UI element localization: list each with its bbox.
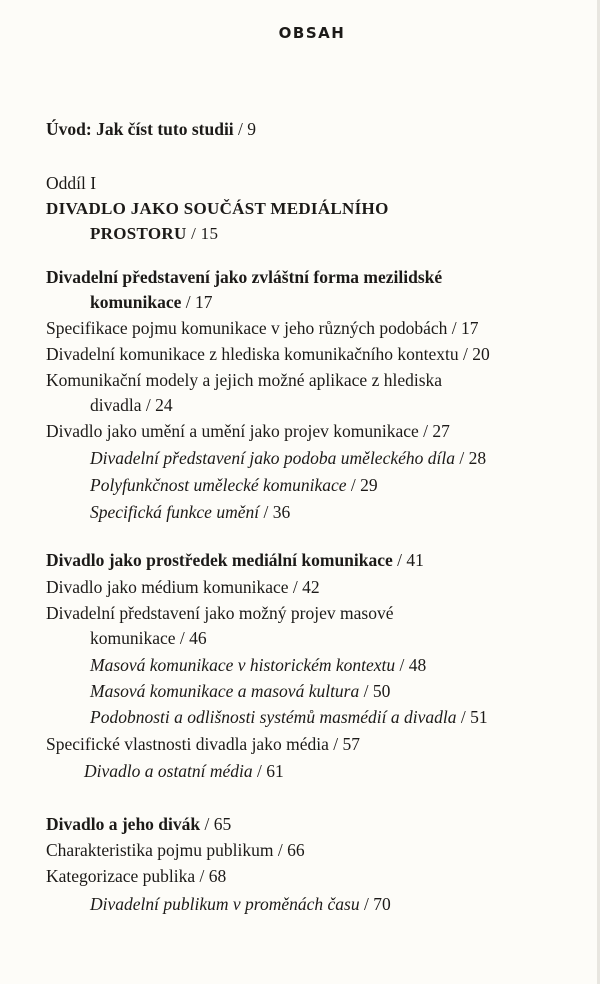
page-number: / 41 bbox=[392, 550, 424, 570]
page-number: / 28 bbox=[454, 448, 487, 468]
toc-subentry[interactable] bbox=[90, 893, 391, 915]
entry-text: komunikace bbox=[90, 292, 182, 312]
page-number: / 42 bbox=[288, 577, 320, 597]
toc-entry[interactable] bbox=[46, 865, 226, 887]
toc-entry[interactable] bbox=[46, 602, 393, 624]
toc-entry[interactable] bbox=[46, 420, 450, 442]
entry-text: Podobnosti a odlišnosti systémů masmédií a divadla bbox=[90, 707, 457, 727]
page-title: OBSAH bbox=[278, 24, 346, 42]
toc-subentry[interactable] bbox=[90, 654, 426, 676]
toc-subentry[interactable] bbox=[90, 474, 378, 496]
section-title[interactable] bbox=[90, 223, 218, 245]
entry-text: Divadlo jako médium komunikace bbox=[46, 577, 289, 597]
page-number: / 17 bbox=[181, 292, 213, 312]
toc-entry[interactable] bbox=[90, 394, 173, 416]
section-label bbox=[46, 172, 96, 194]
entry-text: DIVADLO JAKO SOUČÁST MEDIÁLNÍHO bbox=[46, 199, 389, 218]
page-number: / 51 bbox=[456, 707, 488, 727]
toc-subentry[interactable] bbox=[90, 447, 486, 469]
page-number: / 46 bbox=[175, 628, 207, 648]
toc-entry[interactable] bbox=[46, 839, 305, 861]
page-number: / 17 bbox=[447, 318, 479, 338]
toc-entry[interactable] bbox=[90, 627, 207, 649]
entry-text: Divadelní komunikace z hlediska komunikačního kontextu bbox=[46, 344, 459, 364]
entry-text: komunikace bbox=[90, 628, 176, 648]
entry-text: Masová komunikace a masová kultura bbox=[90, 681, 360, 701]
toc-entry[interactable] bbox=[46, 118, 256, 140]
entry-text: Specifické vlastnosti divadla jako média bbox=[46, 734, 329, 754]
page-number: / 29 bbox=[346, 475, 378, 495]
entry-text: divadla bbox=[90, 395, 142, 415]
entry-text: Masová komunikace v historickém kontextu bbox=[90, 655, 396, 675]
toc-entry[interactable] bbox=[46, 369, 442, 391]
page-number: / 50 bbox=[359, 681, 391, 701]
toc-entry[interactable] bbox=[46, 733, 360, 755]
chapter-title[interactable] bbox=[90, 291, 213, 313]
entry-text: PROSTORU bbox=[90, 224, 187, 243]
entry-text: Divadelní publikum v proměnách času bbox=[90, 894, 360, 914]
chapter-title[interactable] bbox=[46, 549, 424, 571]
entry-text: Divadelní představení jako podoba uměleckého díla bbox=[90, 448, 455, 468]
page-number: / 15 bbox=[186, 224, 219, 243]
toc-entry[interactable] bbox=[46, 317, 479, 339]
toc-subentry[interactable] bbox=[90, 706, 488, 728]
chapter-title[interactable] bbox=[46, 813, 231, 835]
entry-text: Divadlo jako prostředek mediální komunikace bbox=[46, 550, 393, 570]
toc-subentry[interactable] bbox=[90, 680, 390, 702]
page-number: / 65 bbox=[200, 814, 232, 834]
entry-text: Polyfunkčnost umělecké komunikace bbox=[90, 475, 347, 495]
page-number: / 24 bbox=[141, 395, 173, 415]
page-number: / 61 bbox=[252, 761, 284, 781]
entry-text: Specifikace pojmu komunikace v jeho různých podobách bbox=[46, 318, 448, 338]
entry-text: Divadlo jako umění a umění jako projev komunikace bbox=[46, 421, 419, 441]
section-title[interactable] bbox=[46, 198, 389, 220]
page-number: / 66 bbox=[273, 840, 305, 860]
chapter-title[interactable] bbox=[46, 266, 442, 288]
page-number: / 9 bbox=[233, 119, 257, 139]
entry-text: Komunikační modely a jejich možné aplikace z hlediska bbox=[46, 370, 443, 390]
toc-subentry[interactable] bbox=[84, 760, 284, 782]
entry-text: Divadelní představení jako zvláštní forma mezilidské bbox=[46, 267, 443, 287]
toc-entry[interactable] bbox=[46, 576, 320, 598]
entry-text: Divadlo a jeho divák bbox=[46, 814, 201, 834]
entry-text: Oddíl I bbox=[46, 173, 97, 193]
page-number: / 20 bbox=[458, 344, 490, 364]
entry-text: Kategorizace publika bbox=[46, 866, 196, 886]
entry-text: Specifická funkce umění bbox=[90, 502, 260, 522]
page-number: / 48 bbox=[395, 655, 427, 675]
page-number: / 57 bbox=[328, 734, 360, 754]
toc-subentry[interactable] bbox=[90, 501, 290, 523]
page-number: / 70 bbox=[359, 894, 391, 914]
entry-text: Charakteristika pojmu publikum bbox=[46, 840, 274, 860]
entry-text: Divadlo a ostatní média bbox=[84, 761, 253, 781]
page-number: / 68 bbox=[195, 866, 227, 886]
page-number: / 36 bbox=[259, 502, 291, 522]
entry-text: Úvod: Jak číst tuto studii bbox=[46, 119, 234, 139]
toc-entry[interactable] bbox=[46, 343, 490, 365]
entry-text: Divadelní představení jako možný projev masové bbox=[46, 603, 394, 623]
page-number: / 27 bbox=[418, 421, 450, 441]
